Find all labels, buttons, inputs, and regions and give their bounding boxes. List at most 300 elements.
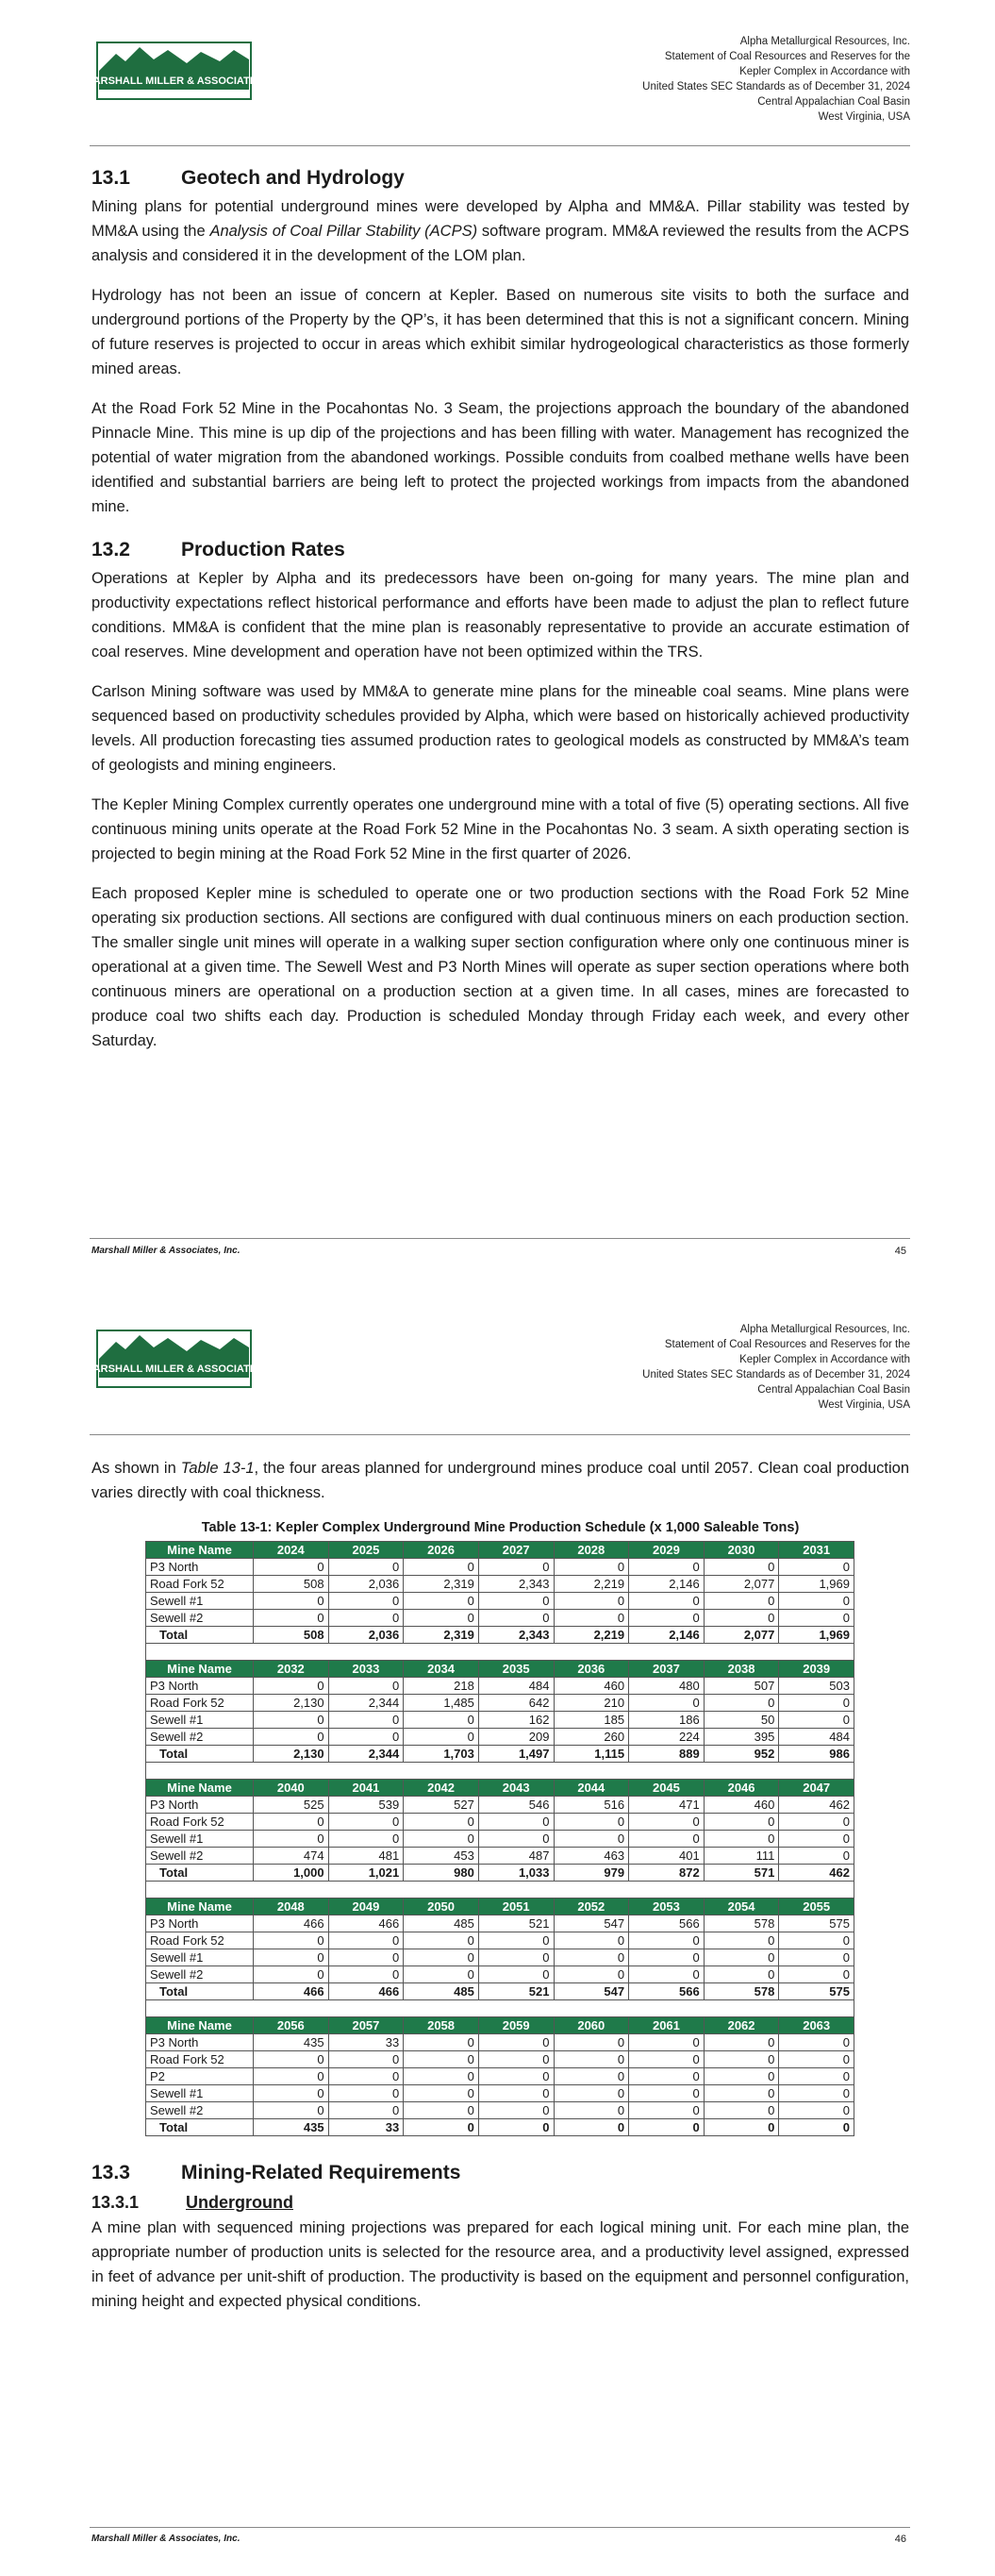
table-cell: 0 bbox=[554, 1593, 629, 1610]
header-line: United States SEC Standards as of December 31, 2024 bbox=[642, 1369, 910, 1380]
table-cell: 0 bbox=[779, 2119, 854, 2136]
table-cell: P3 North bbox=[146, 1559, 254, 1576]
table-cell: 527 bbox=[404, 1797, 479, 1814]
table-cell: 0 bbox=[478, 2051, 554, 2068]
header-company: Alpha Metallurgical Resources, Inc. bbox=[739, 1324, 910, 1335]
table-cell: P3 North bbox=[146, 1678, 254, 1695]
paragraph: Carlson Mining software was used by MM&A to generate mine plans for the mineable coal seams. Mine plans were sequenced based on productivity schedules provided by Alpha, which were based on historically achieved productivity levels. All production forecasting ties assumed production rates to geological models as constructed by MM&A’s team of geologists and mining engineers. bbox=[91, 683, 909, 774]
table-cell: 986 bbox=[779, 1746, 854, 1763]
table-caption: Table 13-1: Kepler Complex Underground Mine Production Schedule (x 1,000 Saleable Tons) bbox=[201, 1520, 800, 1535]
table-cell: Sewell #2 bbox=[146, 1966, 254, 1983]
table-cell: 0 bbox=[779, 1949, 854, 1966]
table-cell: 0 bbox=[404, 1610, 479, 1627]
table-spacer-row bbox=[146, 1644, 854, 1661]
table-cell: 2040 bbox=[254, 1780, 329, 1797]
table-cell: 435 bbox=[254, 2034, 329, 2051]
header-line: Statement of Coal Resources and Reserves for the bbox=[664, 1339, 910, 1350]
table-cell: 1,115 bbox=[554, 1746, 629, 1763]
table-cell: 872 bbox=[629, 1865, 705, 1882]
table-cell: 889 bbox=[629, 1746, 705, 1763]
table-row bbox=[146, 1915, 854, 1932]
table-cell: 0 bbox=[554, 2119, 629, 2136]
table-cell: 525 bbox=[254, 1797, 329, 1814]
subsection-heading-13-3-1: 13.3.1 Underground bbox=[91, 2193, 293, 2212]
paragraph: Operations at Kepler by Alpha and its predecessors have been on-going for many years. The mine plan and productivity expectations reflect historical performance and efforts have been made to adjust the plan to reflect future conditions. MM&A is confident that the mine plan is reasonably representative to provide an accurate estimation of coal reserves. Mine development and operation have not been optimized within the TRS. bbox=[91, 570, 909, 661]
table-cell: 547 bbox=[554, 1915, 629, 1932]
table-cell: 474 bbox=[254, 1848, 329, 1865]
table-cell: 2048 bbox=[254, 1899, 329, 1915]
table-cell: 2,344 bbox=[328, 1695, 404, 1712]
section-heading-13-1: 13.1 Geotech and Hydrology bbox=[91, 167, 405, 189]
page-46 bbox=[0, 1288, 995, 2576]
table-cell: 185 bbox=[554, 1712, 629, 1729]
table-cell: 2061 bbox=[629, 2017, 705, 2034]
table-cell: Road Fork 52 bbox=[146, 1695, 254, 1712]
table-cell: 2,036 bbox=[328, 1627, 404, 1644]
table-cell: 0 bbox=[629, 1932, 705, 1949]
table-cell: 2047 bbox=[779, 1780, 854, 1797]
table-cell: 1,485 bbox=[404, 1695, 479, 1712]
table-cell: 2053 bbox=[629, 1899, 705, 1915]
paragraph: Mining plans for potential underground mines were developed by Alpha and MM&A. Pillar stability was tested by MM&A using the Analysis of Coal Pillar Stability (ACPS) software program. MM&A reviewed the results from the ACPS analysis and considered it in the development of the LOM plan. bbox=[91, 198, 909, 264]
table-cell: 0 bbox=[779, 1814, 854, 1831]
table-cell: 0 bbox=[478, 2034, 554, 2051]
table-cell: 0 bbox=[478, 1831, 554, 1848]
page-body bbox=[91, 1456, 909, 2329]
table-cell: 0 bbox=[404, 2034, 479, 2051]
table-cell: Total bbox=[146, 1865, 254, 1882]
table-total-row bbox=[146, 1746, 854, 1763]
table-cell: 0 bbox=[779, 2051, 854, 2068]
table-cell: 0 bbox=[328, 1831, 404, 1848]
table-cell: 0 bbox=[554, 1932, 629, 1949]
table-cell: Road Fork 52 bbox=[146, 2051, 254, 2068]
table-row bbox=[146, 2051, 854, 2068]
table-cell: 460 bbox=[554, 1678, 629, 1695]
table-row bbox=[146, 1797, 854, 1814]
table-cell: 481 bbox=[328, 1848, 404, 1865]
table-row bbox=[146, 1695, 854, 1712]
table-cell: 0 bbox=[629, 1610, 705, 1627]
table-cell: 0 bbox=[554, 2051, 629, 2068]
table-cell: 111 bbox=[704, 1848, 779, 1865]
table-cell: 0 bbox=[328, 2102, 404, 2119]
table-row bbox=[146, 1712, 854, 1729]
table-cell: 395 bbox=[704, 1729, 779, 1746]
table-cell: 0 bbox=[328, 1932, 404, 1949]
table-cell: 0 bbox=[328, 2051, 404, 2068]
table-cell: 2051 bbox=[478, 1899, 554, 1915]
table-cell: 2042 bbox=[404, 1780, 479, 1797]
table-cell: Road Fork 52 bbox=[146, 1814, 254, 1831]
table-cell: 2,146 bbox=[629, 1627, 705, 1644]
table-cell: 0 bbox=[779, 2085, 854, 2102]
table-cell: 503 bbox=[779, 1678, 854, 1695]
table-cell: 0 bbox=[254, 2051, 329, 2068]
page-body bbox=[91, 162, 909, 1068]
table-row bbox=[146, 1593, 854, 1610]
table-cell: 642 bbox=[478, 1695, 554, 1712]
table-cell: 0 bbox=[404, 1932, 479, 1949]
table-cell: P2 bbox=[146, 2068, 254, 2085]
table-cell: 0 bbox=[629, 1559, 705, 1576]
table-cell: 485 bbox=[404, 1983, 479, 2000]
table-cell: P3 North bbox=[146, 1915, 254, 1932]
table-cell: 2,319 bbox=[404, 1627, 479, 1644]
table-cell: 460 bbox=[704, 1797, 779, 1814]
table-row bbox=[146, 2034, 854, 2051]
table-cell: 0 bbox=[404, 1729, 479, 1746]
table-cell: 2029 bbox=[629, 1542, 705, 1559]
table-cell: 0 bbox=[779, 1966, 854, 1983]
table-cell: 2,130 bbox=[254, 1746, 329, 1763]
table-cell: 2052 bbox=[554, 1899, 629, 1915]
table-cell: 462 bbox=[779, 1865, 854, 1882]
footer-rule bbox=[90, 2527, 910, 2528]
table-cell: 186 bbox=[629, 1712, 705, 1729]
table-cell: 0 bbox=[779, 1712, 854, 1729]
table-cell: 2,036 bbox=[328, 1576, 404, 1593]
table-cell: 0 bbox=[629, 1695, 705, 1712]
paragraph: A mine plan with sequenced mining projections was prepared for each logical mining unit. For each mine plan, the appropriate number of production units is selected for the resource area, and a productivity level assigned, expressed in feet of advance per unit-shift of production. The productivity is based on the equipment and personnel configuration, mining height and expected physical conditions. bbox=[91, 2219, 909, 2310]
table-header-row bbox=[146, 1899, 854, 1915]
table-cell: 453 bbox=[404, 1848, 479, 1865]
table-cell: Total bbox=[146, 2119, 254, 2136]
table-row bbox=[146, 1559, 854, 1576]
table-cell: 2056 bbox=[254, 2017, 329, 2034]
table-cell: 0 bbox=[478, 1814, 554, 1831]
table-cell: 2026 bbox=[404, 1542, 479, 1559]
paragraph: Each proposed Kepler mine is scheduled to operate one or two production sections with the Road Fork 52 Mine operating six production sections. All sections are configured with dual continuous miners on each production section. The smaller single unit mines will operate in a walking super section configuration where only one continuous miner is operational at a given time. The Sewell West and P3 North Mines will operate as super section operations where both continuous miners are operational on a production section at a given time. In all cases, mines are forecasted to produce coal two shifts each day. Production is scheduled Monday through Friday each week, and every other Saturday. bbox=[91, 885, 909, 1049]
table-cell: Sewell #1 bbox=[146, 1831, 254, 1848]
table-cell: 2025 bbox=[328, 1542, 404, 1559]
table-row bbox=[146, 2068, 854, 2085]
table-cell: Sewell #1 bbox=[146, 2085, 254, 2102]
table-cell: 0 bbox=[328, 1814, 404, 1831]
table-cell: 0 bbox=[704, 2102, 779, 2119]
table-cell: 0 bbox=[779, 1610, 854, 1627]
table-cell: Road Fork 52 bbox=[146, 1932, 254, 1949]
table-cell: 0 bbox=[704, 1610, 779, 1627]
table-cell: 0 bbox=[779, 1831, 854, 1848]
table-cell: 566 bbox=[629, 1983, 705, 2000]
header-line: West Virginia, USA bbox=[818, 1399, 910, 1411]
table-cell: 0 bbox=[704, 2051, 779, 2068]
table-cell: Sewell #1 bbox=[146, 1949, 254, 1966]
table-cell: 0 bbox=[478, 1610, 554, 1627]
table-cell: 484 bbox=[478, 1678, 554, 1695]
table-cell: 0 bbox=[779, 1695, 854, 1712]
table-header-row bbox=[146, 1661, 854, 1678]
table-cell: 521 bbox=[478, 1983, 554, 2000]
table-cell: 539 bbox=[328, 1797, 404, 1814]
table-cell: 2030 bbox=[704, 1542, 779, 1559]
table-cell: 463 bbox=[554, 1848, 629, 1865]
table-cell: 2,146 bbox=[629, 1576, 705, 1593]
table-cell: 2035 bbox=[478, 1661, 554, 1678]
table-cell: 0 bbox=[254, 1932, 329, 1949]
table-cell: 0 bbox=[404, 1559, 479, 1576]
table-cell: 575 bbox=[779, 1915, 854, 1932]
table-cell: 0 bbox=[328, 2068, 404, 2085]
table-cell: 0 bbox=[404, 2085, 479, 2102]
company-logo bbox=[84, 42, 264, 99]
table-cell: 0 bbox=[629, 2034, 705, 2051]
page-number: 45 bbox=[894, 1246, 906, 1257]
table-cell: 0 bbox=[254, 1610, 329, 1627]
table-cell: 0 bbox=[404, 2119, 479, 2136]
table-cell: 2049 bbox=[328, 1899, 404, 1915]
table-cell: Sewell #2 bbox=[146, 2102, 254, 2119]
table-cell: 218 bbox=[404, 1678, 479, 1695]
table-cell: 1,021 bbox=[328, 1865, 404, 1882]
table-cell: 487 bbox=[478, 1848, 554, 1865]
table-cell: 0 bbox=[779, 2068, 854, 2085]
table-cell: 0 bbox=[704, 1932, 779, 1949]
header-rule bbox=[90, 145, 910, 146]
table-cell: 2,077 bbox=[704, 1576, 779, 1593]
table-cell: 2031 bbox=[779, 1542, 854, 1559]
table-cell: 2,319 bbox=[404, 1576, 479, 1593]
table-cell: 0 bbox=[478, 2085, 554, 2102]
table-cell: Sewell #1 bbox=[146, 1593, 254, 1610]
table-spacer-row bbox=[146, 1882, 854, 1899]
table-cell: 162 bbox=[478, 1712, 554, 1729]
table-cell: 0 bbox=[704, 2034, 779, 2051]
table-cell: 2063 bbox=[779, 2017, 854, 2034]
table-cell: 2044 bbox=[554, 1780, 629, 1797]
page-header bbox=[642, 1322, 910, 1413]
table-cell: 0 bbox=[554, 1966, 629, 1983]
table-cell: 0 bbox=[328, 1966, 404, 1983]
table-cell: 2054 bbox=[704, 1899, 779, 1915]
table-cell: Sewell #2 bbox=[146, 1729, 254, 1746]
table-cell: 1,969 bbox=[779, 1576, 854, 1593]
table-cell: Road Fork 52 bbox=[146, 1576, 254, 1593]
table-cell: 2059 bbox=[478, 2017, 554, 2034]
table-cell: 480 bbox=[629, 1678, 705, 1695]
table-cell: 0 bbox=[779, 1593, 854, 1610]
table-cell: 0 bbox=[254, 1593, 329, 1610]
table-cell: 0 bbox=[704, 1831, 779, 1848]
header-line: Kepler Complex in Accordance with bbox=[739, 1354, 910, 1365]
table-cell: 0 bbox=[254, 2068, 329, 2085]
table-row bbox=[146, 1949, 854, 1966]
table-cell: P3 North bbox=[146, 2034, 254, 2051]
table-cell: 0 bbox=[254, 1949, 329, 1966]
table-cell: 2055 bbox=[779, 1899, 854, 1915]
table-cell: 0 bbox=[779, 2034, 854, 2051]
table-cell: 0 bbox=[404, 1593, 479, 1610]
table-cell: 578 bbox=[704, 1915, 779, 1932]
table-cell: 0 bbox=[704, 2119, 779, 2136]
table-cell: 2058 bbox=[404, 2017, 479, 2034]
section-heading-13-3: 13.3 Mining-Related Requirements bbox=[91, 2162, 461, 2183]
table-cell: 980 bbox=[404, 1865, 479, 1882]
table-cell: 508 bbox=[254, 1576, 329, 1593]
table-cell: 0 bbox=[328, 1949, 404, 1966]
table-cell: 0 bbox=[629, 1593, 705, 1610]
table-cell: 0 bbox=[478, 1593, 554, 1610]
table-cell: Sewell #1 bbox=[146, 1712, 254, 1729]
table-header-row bbox=[146, 1780, 854, 1797]
table-cell: 33 bbox=[328, 2034, 404, 2051]
company-logo bbox=[84, 1330, 264, 1387]
table-total-row bbox=[146, 1865, 854, 1882]
table-cell: 547 bbox=[554, 1983, 629, 2000]
table-cell: 0 bbox=[554, 2102, 629, 2119]
table-cell: 0 bbox=[704, 1695, 779, 1712]
table-cell: 2057 bbox=[328, 2017, 404, 2034]
table-cell: 507 bbox=[704, 1678, 779, 1695]
table-cell: 0 bbox=[328, 1712, 404, 1729]
table-cell: 508 bbox=[254, 1627, 329, 1644]
table-cell: 0 bbox=[554, 1949, 629, 1966]
header-line: United States SEC Standards as of December 31, 2024 bbox=[642, 81, 910, 92]
header-line: Central Appalachian Coal Basin bbox=[757, 1384, 910, 1396]
table-cell: 2,130 bbox=[254, 1695, 329, 1712]
table-cell: 0 bbox=[254, 2102, 329, 2119]
table-cell: 2,343 bbox=[478, 1627, 554, 1644]
table-cell: 979 bbox=[554, 1865, 629, 1882]
table-cell: 484 bbox=[779, 1729, 854, 1746]
footer-rule bbox=[90, 1238, 910, 1239]
table-cell: 2,219 bbox=[554, 1627, 629, 1644]
table-cell: 471 bbox=[629, 1797, 705, 1814]
table-cell: 578 bbox=[704, 1983, 779, 2000]
header-line: Kepler Complex in Accordance with bbox=[739, 66, 910, 77]
table-cell: 0 bbox=[254, 1966, 329, 1983]
table-cell: 0 bbox=[478, 1949, 554, 1966]
table-cell: 516 bbox=[554, 1797, 629, 1814]
table-cell: 0 bbox=[629, 2102, 705, 2119]
table-cell: 2041 bbox=[328, 1780, 404, 1797]
table-cell: 0 bbox=[554, 2034, 629, 2051]
table-cell: 0 bbox=[704, 2068, 779, 2085]
table-cell: 209 bbox=[478, 1729, 554, 1746]
table-row bbox=[146, 1831, 854, 1848]
table-cell: Mine Name bbox=[146, 1899, 254, 1915]
table-cell: 0 bbox=[704, 1949, 779, 1966]
table-row bbox=[146, 2085, 854, 2102]
table-cell: 50 bbox=[704, 1712, 779, 1729]
footer-company: Marshall Miller & Associates, Inc. bbox=[91, 1246, 240, 1256]
table-cell: 0 bbox=[404, 2068, 479, 2085]
table-cell: 210 bbox=[554, 1695, 629, 1712]
svg-text:MARSHALL MILLER & ASSOCIATES: MARSHALL MILLER & ASSOCIATES bbox=[84, 1363, 264, 1375]
table-header-row bbox=[146, 2017, 854, 2034]
table-cell: 224 bbox=[629, 1729, 705, 1746]
table-cell: 462 bbox=[779, 1797, 854, 1814]
table-cell: 2027 bbox=[478, 1542, 554, 1559]
table-cell: 0 bbox=[328, 1559, 404, 1576]
table-row bbox=[146, 1814, 854, 1831]
table-cell: 33 bbox=[328, 2119, 404, 2136]
table-cell: 485 bbox=[404, 1915, 479, 1932]
table-total-row bbox=[146, 2119, 854, 2136]
table-cell: 0 bbox=[629, 1949, 705, 1966]
table-spacer-row bbox=[146, 2000, 854, 2017]
table-cell: 571 bbox=[704, 1865, 779, 1882]
paragraph: At the Road Fork 52 Mine in the Pocahontas No. 3 Seam, the projections approach the boundary of the abandoned Pinnacle Mine. This mine is up dip of the projections and has been filling with water. Management has recognized the potential of water migration from the abandoned workings. Possible conduits from coalbed methane wells have been identified and substantial barriers are being left to protect the projected workings from impacts from the abandoned mine. bbox=[91, 400, 909, 515]
table-cell: 2036 bbox=[554, 1661, 629, 1678]
table-cell: 0 bbox=[404, 1712, 479, 1729]
table-cell: 546 bbox=[478, 1797, 554, 1814]
header-company: Alpha Metallurgical Resources, Inc. bbox=[739, 36, 910, 47]
table-cell: 0 bbox=[704, 2085, 779, 2102]
table-row bbox=[146, 1576, 854, 1593]
table-row bbox=[146, 1729, 854, 1746]
header-rule bbox=[90, 1434, 910, 1435]
table-cell: 466 bbox=[254, 1983, 329, 2000]
table-cell: 0 bbox=[704, 1814, 779, 1831]
table-cell: 0 bbox=[779, 2102, 854, 2119]
table-cell: 0 bbox=[254, 1831, 329, 1848]
table-cell: 2062 bbox=[704, 2017, 779, 2034]
table-cell: 2032 bbox=[254, 1661, 329, 1678]
table-cell: 0 bbox=[404, 1831, 479, 1848]
table-cell: 521 bbox=[478, 1915, 554, 1932]
table-cell: 0 bbox=[404, 1949, 479, 1966]
table-total-row bbox=[146, 1983, 854, 2000]
table-cell: 0 bbox=[554, 1814, 629, 1831]
table-cell: 2028 bbox=[554, 1542, 629, 1559]
table-cell: 2,219 bbox=[554, 1576, 629, 1593]
table-cell: 2043 bbox=[478, 1780, 554, 1797]
table-cell: 0 bbox=[629, 1966, 705, 1983]
table-cell: 0 bbox=[254, 1729, 329, 1746]
page-number: 46 bbox=[894, 2534, 906, 2545]
table-cell: 2034 bbox=[404, 1661, 479, 1678]
table-spacer-row bbox=[146, 1763, 854, 1780]
table-cell: 0 bbox=[554, 2068, 629, 2085]
table-row bbox=[146, 1610, 854, 1627]
table-cell: 575 bbox=[779, 1983, 854, 2000]
table-cell: 2038 bbox=[704, 1661, 779, 1678]
table-cell: 0 bbox=[254, 1814, 329, 1831]
table-cell: 0 bbox=[554, 1831, 629, 1848]
table-cell: 952 bbox=[704, 1746, 779, 1763]
table-row bbox=[146, 1678, 854, 1695]
table-cell: 2037 bbox=[629, 1661, 705, 1678]
table-cell: 2046 bbox=[704, 1780, 779, 1797]
table-cell: 2060 bbox=[554, 2017, 629, 2034]
table-cell: 0 bbox=[629, 1814, 705, 1831]
table-cell: 0 bbox=[328, 1610, 404, 1627]
table-cell: 0 bbox=[629, 2051, 705, 2068]
table-cell: Sewell #2 bbox=[146, 1848, 254, 1865]
table-cell: 1,000 bbox=[254, 1865, 329, 1882]
table-cell: Total bbox=[146, 1627, 254, 1644]
table-cell: 0 bbox=[554, 1559, 629, 1576]
table-cell: 0 bbox=[328, 1593, 404, 1610]
table-total-row bbox=[146, 1627, 854, 1644]
table-row bbox=[146, 2102, 854, 2119]
paragraph: Hydrology has not been an issue of concern at Kepler. Based on numerous site visits to both the surface and underground portions of the Property by the QP’s, it has been determined that this is not a significant concern. Mining of future reserves is projected to occur in areas which exhibit similar hydrogeological characteristics as those formerly mined areas. bbox=[91, 287, 909, 377]
table-cell: 2050 bbox=[404, 1899, 479, 1915]
table-cell: 0 bbox=[254, 1559, 329, 1576]
table-cell: 0 bbox=[328, 1678, 404, 1695]
table-cell: 0 bbox=[254, 2085, 329, 2102]
table-cell: 1,497 bbox=[478, 1746, 554, 1763]
table-cell: 2,343 bbox=[478, 1576, 554, 1593]
table-cell: 0 bbox=[328, 1729, 404, 1746]
table-cell: 0 bbox=[404, 2102, 479, 2119]
table-cell: 0 bbox=[254, 1712, 329, 1729]
table-cell: 0 bbox=[629, 2068, 705, 2085]
table-cell: 2039 bbox=[779, 1661, 854, 1678]
table-cell: 0 bbox=[779, 1848, 854, 1865]
